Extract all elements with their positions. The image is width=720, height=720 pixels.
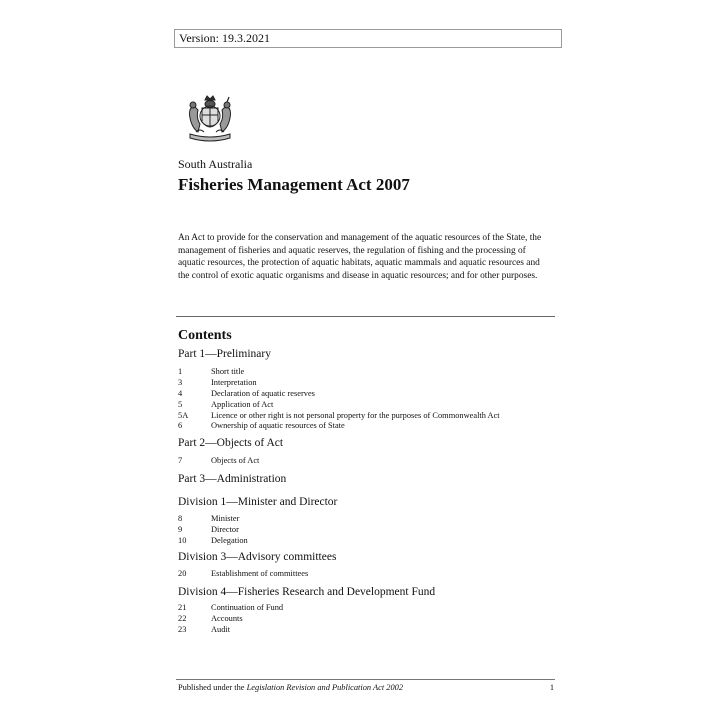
toc-entry-title: Delegation xyxy=(211,535,248,545)
toc-division-heading[interactable]: Division 3—Advisory committees xyxy=(178,551,337,563)
toc-entry[interactable] xyxy=(178,525,558,536)
toc-entry-title: Ownership of aquatic resources of State xyxy=(211,421,345,431)
toc-entry-title: Declaration of aquatic reserves xyxy=(211,388,315,398)
act-title: Fisheries Management Act 2007 xyxy=(178,175,410,194)
toc-entry-number: 10 xyxy=(178,535,187,545)
toc-division-heading[interactable]: Division 4—Fisheries Research and Development Fund xyxy=(178,586,436,598)
toc-entry-number: 20 xyxy=(178,569,187,578)
toc-entry-title: Director xyxy=(211,524,239,534)
toc-part1-entries xyxy=(178,367,558,432)
toc-entry[interactable] xyxy=(178,514,558,525)
toc-part2-entries xyxy=(178,456,558,467)
toc-entry[interactable] xyxy=(178,367,558,378)
publication-act-name: Legislation Revision and Publication Act 2002 xyxy=(246,683,404,692)
toc-entry-number: 1 xyxy=(178,367,183,376)
publication-prefix: Published under the xyxy=(178,683,245,692)
toc-entry-number: 21 xyxy=(178,603,187,612)
toc-entry-number: 23 xyxy=(178,624,187,634)
toc-entry[interactable] xyxy=(178,378,558,389)
toc-entry[interactable] xyxy=(178,625,558,636)
toc-entry[interactable] xyxy=(178,456,558,467)
page-number: 1 xyxy=(549,683,554,692)
toc-division1-entries xyxy=(178,514,558,547)
toc-division-heading[interactable]: Division 1—Minister and Director xyxy=(178,496,338,508)
toc-part-heading[interactable]: Part 3—Administration xyxy=(178,473,287,485)
toc-division4-entries xyxy=(178,603,558,636)
jurisdiction-label: South Australia xyxy=(178,157,253,171)
toc-entry-title: Audit xyxy=(211,624,231,634)
toc-part-heading[interactable]: Part 1—Preliminary xyxy=(178,348,271,360)
toc-entry[interactable] xyxy=(178,569,558,580)
toc-entry-number: 5 xyxy=(178,399,183,409)
long-title: An Act to provide for the conservation and management of the aquatic resources of the State, the management of fisheries and aquatic reserves, the regulation of fishing and the processing of aquatic resources, the protection of aquatic habitats, aquatic mammals and aquatic resources and the control of exotic aquatic organisms and disease in aquatic resources; and for other purposes. xyxy=(178,233,542,281)
toc-entry-number: 5A xyxy=(178,410,189,420)
toc-entry-title: Accounts xyxy=(211,613,243,623)
toc-entry[interactable] xyxy=(178,614,558,625)
version-header: Version: 19.3.2021 xyxy=(174,29,562,48)
toc-part-heading[interactable]: Part 2—Objects of Act xyxy=(178,437,284,449)
toc-entry-title: Establishment of committees xyxy=(211,569,309,578)
toc-entry-title: Objects of Act xyxy=(211,456,260,465)
toc-entry[interactable] xyxy=(178,400,558,411)
toc-entry-number: 22 xyxy=(178,613,187,623)
toc-entry[interactable] xyxy=(178,411,558,422)
toc-division3-entries xyxy=(178,569,558,580)
toc-entry[interactable] xyxy=(178,536,558,547)
toc-entry-title: Minister xyxy=(211,514,240,523)
toc-entry-title: Application of Act xyxy=(211,399,274,409)
toc-entry-title: Licence or other right is not personal property for the purposes of Commonwealth Act xyxy=(211,410,500,420)
toc-entry[interactable] xyxy=(178,389,558,400)
toc-entry[interactable] xyxy=(178,421,558,432)
contents-heading: Contents xyxy=(178,328,232,343)
toc-entry-number: 8 xyxy=(178,514,183,523)
toc-entry-number: 7 xyxy=(178,456,183,465)
divider-line xyxy=(176,316,555,317)
toc-entry-number: 9 xyxy=(178,524,183,534)
toc-entry[interactable] xyxy=(178,603,558,614)
toc-entry-number: 3 xyxy=(178,377,183,387)
royal-coat-of-arms-icon xyxy=(180,94,240,146)
toc-entry-title: Short title xyxy=(211,367,245,376)
toc-entry-number: 6 xyxy=(178,421,183,431)
toc-entry-title: Continuation of Fund xyxy=(211,603,284,612)
toc-entry-title: Interpretation xyxy=(211,377,257,387)
publication-notice xyxy=(178,682,403,693)
toc-entry-number: 4 xyxy=(178,388,183,398)
footer-divider xyxy=(176,679,555,680)
